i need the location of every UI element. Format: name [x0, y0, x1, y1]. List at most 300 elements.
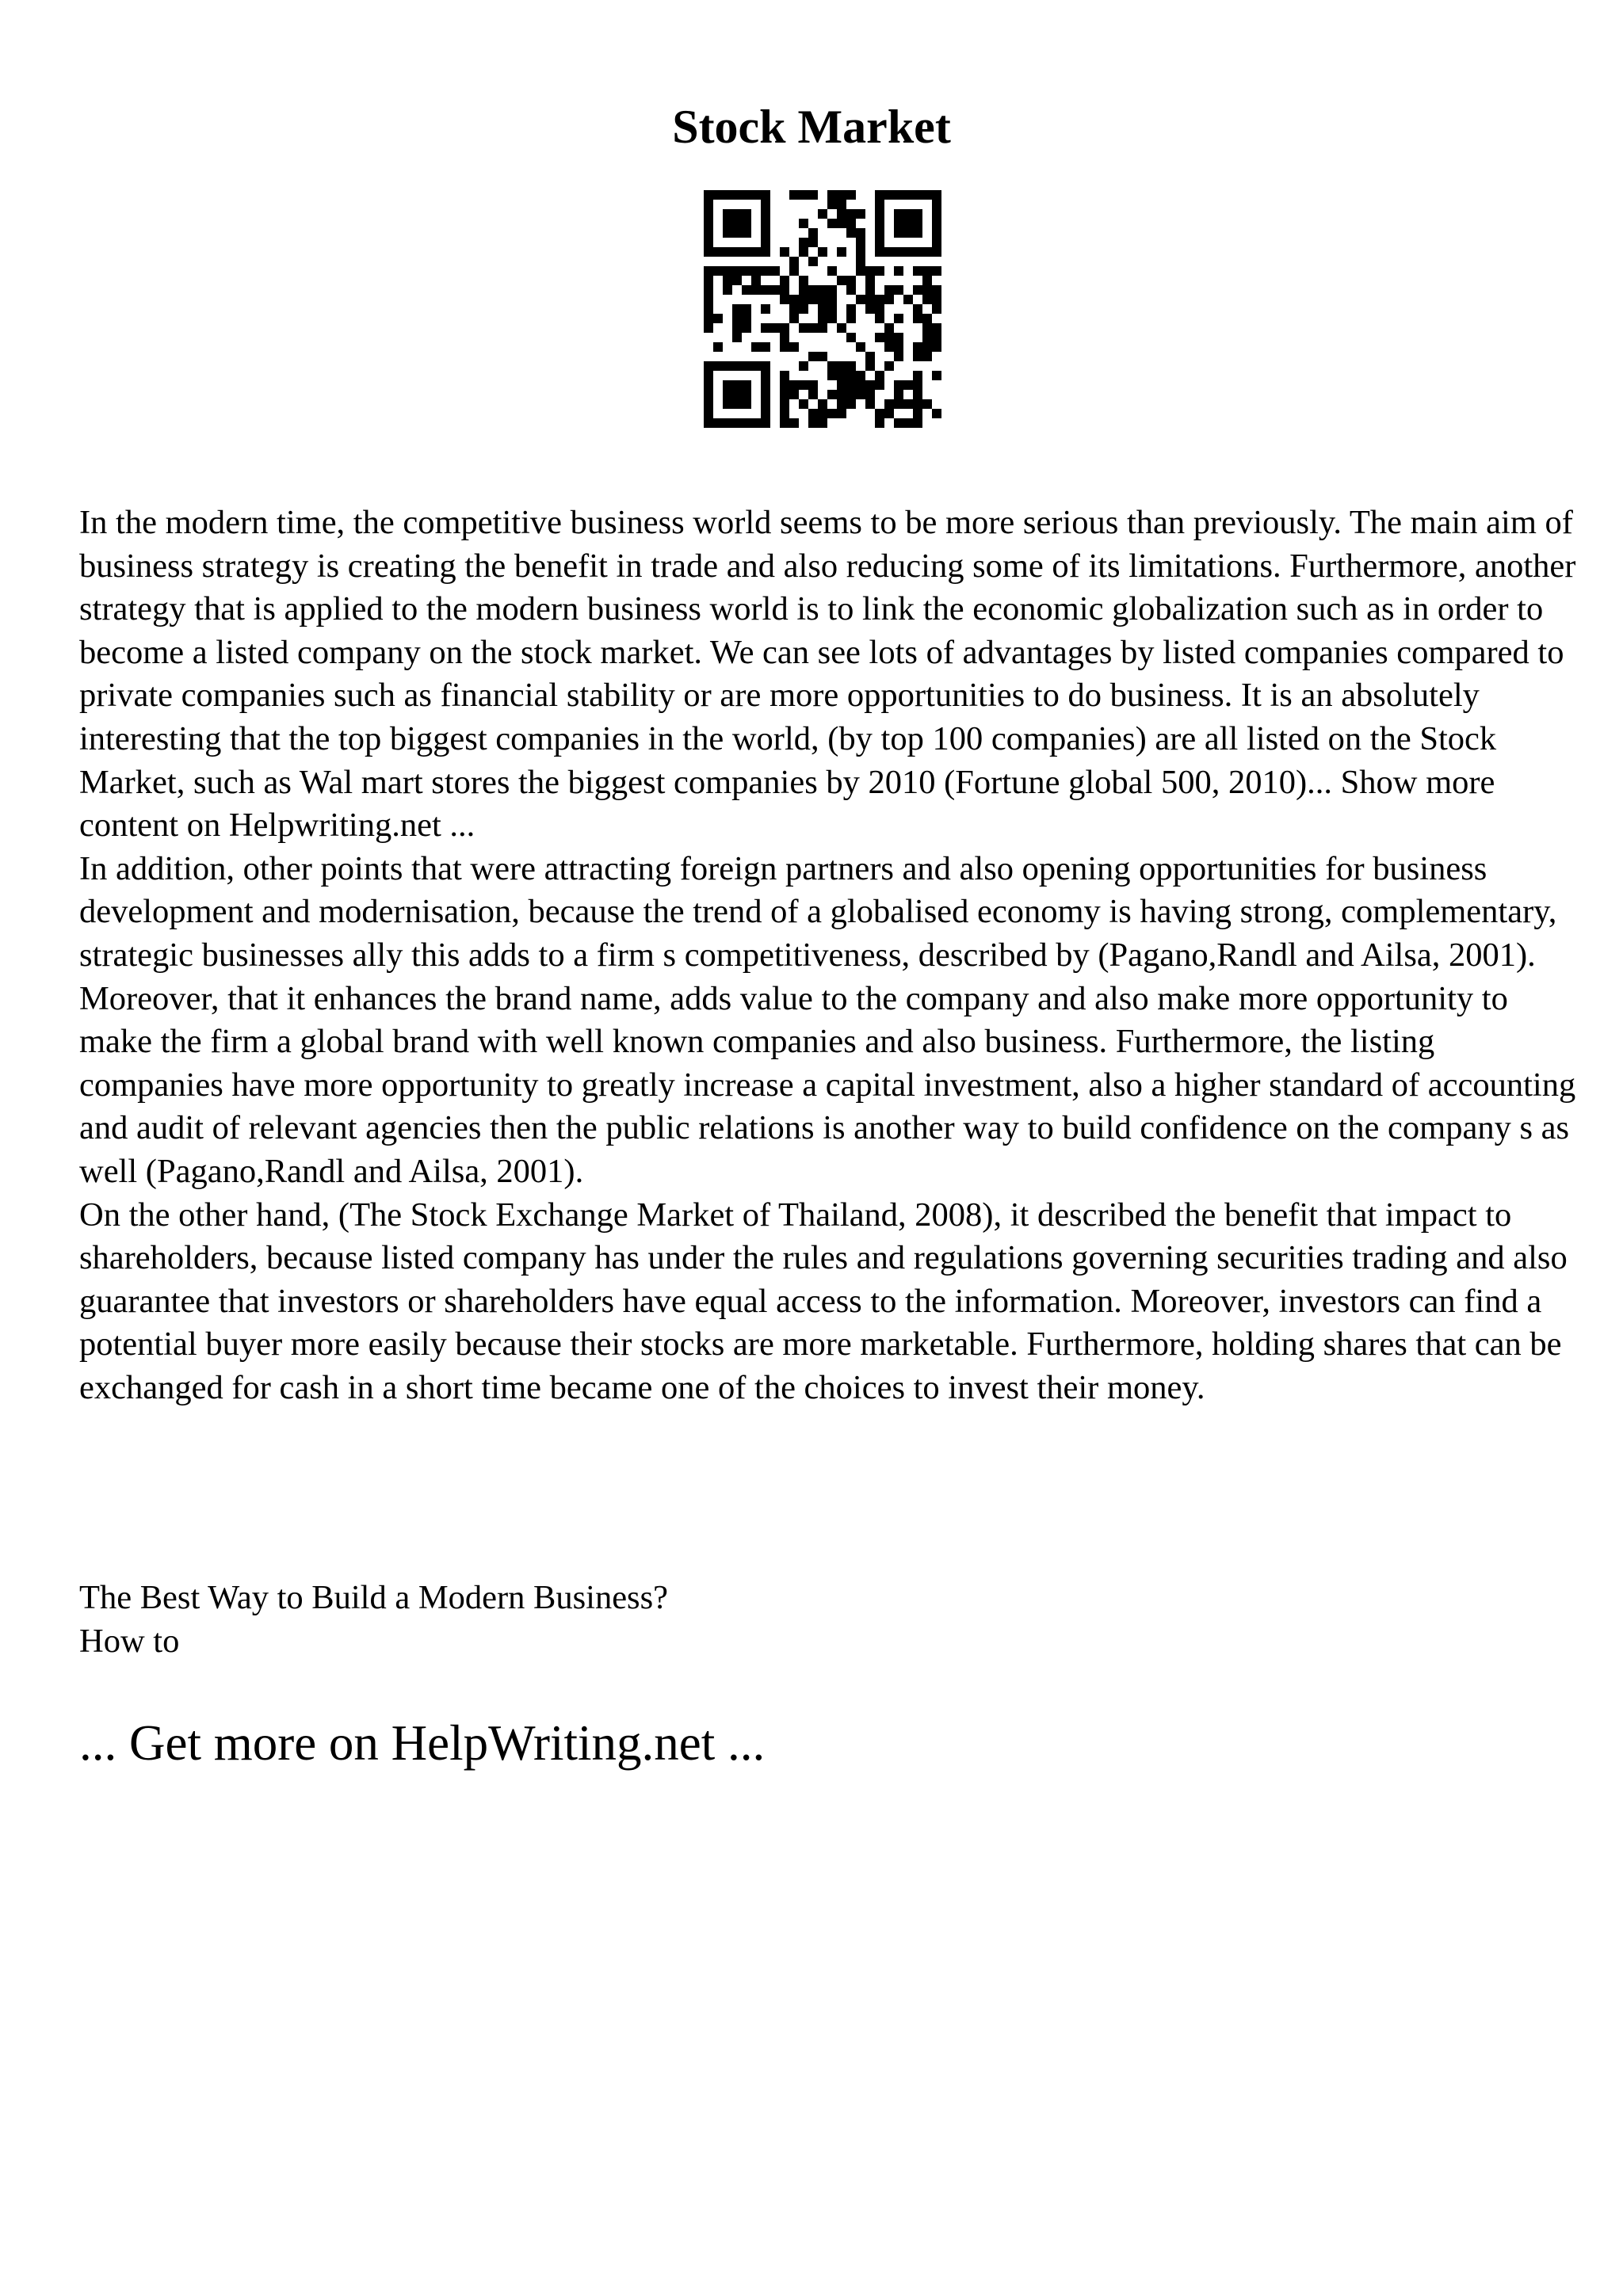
qr-module	[723, 418, 732, 428]
qr-module	[894, 190, 903, 200]
qr-module	[856, 342, 865, 352]
qr-module	[808, 295, 818, 304]
qr-module	[723, 209, 732, 219]
qr-module	[799, 304, 808, 314]
qr-module	[932, 228, 941, 238]
qr-module	[913, 399, 922, 409]
qr-module	[932, 266, 941, 276]
qr-module	[751, 276, 761, 285]
qr-module	[704, 380, 713, 390]
qr-module	[865, 361, 875, 371]
qr-module	[761, 238, 770, 247]
qr-module	[751, 285, 761, 295]
qr-module	[913, 409, 922, 418]
qr-module	[799, 295, 808, 304]
qr-module	[704, 200, 713, 209]
qr-module	[903, 209, 913, 219]
qr-module	[837, 190, 846, 200]
qr-module	[827, 295, 837, 304]
qr-module	[704, 390, 713, 399]
qr-module	[742, 266, 751, 276]
qr-module	[913, 390, 922, 399]
qr-module	[761, 371, 770, 380]
qr-module	[780, 295, 789, 304]
qr-module	[704, 266, 713, 276]
qr-module	[913, 209, 922, 219]
qr-module	[761, 247, 770, 257]
qr-module	[922, 399, 932, 409]
qr-module	[837, 323, 846, 333]
qr-module	[780, 418, 789, 428]
qr-module	[751, 247, 761, 257]
qr-module	[865, 390, 875, 399]
qr-module	[723, 399, 732, 409]
qr-module	[799, 380, 808, 390]
qr-module	[789, 190, 799, 200]
qr-module	[704, 190, 713, 200]
qr-module	[723, 228, 732, 238]
qr-module	[913, 342, 922, 352]
qr-module	[808, 390, 818, 399]
qr-module	[780, 371, 789, 380]
qr-module	[827, 371, 837, 380]
qr-module	[742, 380, 751, 390]
qr-module	[761, 342, 770, 352]
qr-module	[894, 418, 903, 428]
qr-module	[846, 314, 856, 323]
qr-module	[865, 295, 875, 304]
qr-module	[837, 219, 846, 228]
qr-module	[761, 190, 770, 200]
qr-module	[875, 371, 884, 380]
qr-module	[723, 285, 732, 295]
qr-module	[799, 190, 808, 200]
qr-module	[761, 219, 770, 228]
qr-module	[913, 380, 922, 390]
qr-module	[856, 371, 865, 380]
qr-module	[742, 209, 751, 219]
qr-module	[837, 200, 846, 209]
qr-module	[846, 333, 856, 342]
qr-module	[761, 380, 770, 390]
qr-module	[818, 295, 827, 304]
qr-module	[903, 247, 913, 257]
qr-module	[913, 219, 922, 228]
qr-module	[818, 352, 827, 361]
qr-module	[894, 342, 903, 352]
qr-module	[751, 342, 761, 352]
qr-module	[770, 285, 780, 295]
qr-module	[932, 304, 941, 314]
qr-module	[846, 399, 856, 409]
qr-module	[846, 361, 856, 371]
qr-module	[846, 285, 856, 295]
qr-module	[723, 276, 732, 285]
qr-module	[894, 266, 903, 276]
qr-module	[913, 247, 922, 257]
qr-module	[827, 304, 837, 314]
qr-module	[903, 380, 913, 390]
qr-module	[932, 247, 941, 257]
qr-module	[723, 266, 732, 276]
qr-module	[875, 200, 884, 209]
qr-module	[856, 228, 865, 238]
qr-module	[894, 209, 903, 219]
qr-module	[846, 219, 856, 228]
qr-module	[704, 285, 713, 295]
qr-module	[713, 247, 723, 257]
qr-module	[761, 304, 770, 314]
qr-module	[884, 323, 894, 333]
qr-module	[808, 323, 818, 333]
qr-module	[932, 190, 941, 200]
qr-module	[837, 209, 846, 219]
qr-module	[875, 238, 884, 247]
qr-module	[723, 190, 732, 200]
qr-module	[799, 285, 808, 295]
qr-module	[789, 342, 799, 352]
qr-module	[704, 238, 713, 247]
qr-module	[780, 342, 789, 352]
qr-module	[846, 209, 856, 219]
qr-module	[761, 228, 770, 238]
qr-module	[704, 314, 713, 323]
qr-module	[865, 352, 875, 361]
qr-module	[875, 314, 884, 323]
qr-module	[751, 190, 761, 200]
qr-module	[732, 399, 742, 409]
qr-module	[856, 266, 865, 276]
qr-module	[732, 380, 742, 390]
qr-module	[884, 295, 894, 304]
qr-module	[922, 295, 932, 304]
qr-module	[780, 333, 789, 342]
qr-module	[913, 285, 922, 295]
qr-module	[932, 285, 941, 295]
qr-module	[913, 371, 922, 380]
qr-module	[875, 333, 884, 342]
qr-module	[922, 314, 932, 323]
qr-module	[723, 361, 732, 371]
qr-module	[827, 361, 837, 371]
qr-module	[856, 209, 865, 219]
qr-module	[856, 295, 865, 304]
qr-module	[922, 342, 932, 352]
qr-module	[875, 380, 884, 390]
qr-module	[770, 266, 780, 276]
qr-module	[799, 323, 808, 333]
qr-module	[780, 247, 789, 257]
qr-module	[922, 323, 932, 333]
qr-module	[932, 295, 941, 304]
qr-module	[827, 285, 837, 295]
qr-module	[837, 390, 846, 399]
qr-module	[704, 219, 713, 228]
trailing-text	[79, 1577, 1585, 1663]
qr-module	[808, 409, 818, 418]
qr-module	[723, 219, 732, 228]
qr-module	[818, 314, 827, 323]
qr-module	[704, 247, 713, 257]
qr-module	[894, 285, 903, 295]
article-body	[79, 502, 1585, 1409]
qr-module	[846, 276, 856, 285]
qr-module	[799, 238, 808, 247]
qr-module	[903, 190, 913, 200]
qr-module	[732, 228, 742, 238]
qr-module	[751, 418, 761, 428]
qr-module	[903, 228, 913, 238]
qr-module	[742, 314, 751, 323]
qr-module	[732, 304, 742, 314]
qr-module	[742, 285, 751, 295]
qr-module	[884, 285, 894, 295]
qr-module	[742, 228, 751, 238]
qr-module	[827, 190, 837, 200]
qr-module	[875, 190, 884, 200]
qr-module	[865, 380, 875, 390]
qr-module	[799, 361, 808, 371]
qr-module	[856, 238, 865, 247]
qr-module	[742, 399, 751, 409]
qr-module	[922, 247, 932, 257]
qr-module	[837, 399, 846, 409]
qr-module	[856, 390, 865, 399]
qr-module	[922, 266, 932, 276]
qr-module	[846, 371, 856, 380]
qr-module	[913, 304, 922, 314]
qr-module	[818, 285, 827, 295]
qr-module	[932, 238, 941, 247]
qr-module	[884, 333, 894, 342]
qr-module	[780, 390, 789, 399]
qr-module	[704, 418, 713, 428]
qr-module	[865, 276, 875, 285]
qr-module	[818, 209, 827, 219]
qr-module	[713, 342, 723, 352]
qr-module	[742, 361, 751, 371]
qr-module	[922, 190, 932, 200]
qr-module	[732, 209, 742, 219]
qr-module	[761, 409, 770, 418]
qr-module	[837, 247, 846, 257]
get-more-link[interactable]: ... Get more on HelpWriting.net ...	[79, 1715, 766, 1771]
qr-module	[875, 266, 884, 276]
qr-module	[884, 361, 894, 371]
qr-module	[932, 209, 941, 219]
qr-module	[789, 257, 799, 266]
qr-module	[884, 247, 894, 257]
qr-module	[875, 304, 884, 314]
qr-module	[846, 228, 856, 238]
qr-module	[922, 285, 932, 295]
qr-module	[884, 342, 894, 352]
qr-module	[875, 247, 884, 257]
qr-module	[761, 390, 770, 399]
qr-module	[884, 399, 894, 409]
qr-module	[742, 219, 751, 228]
qr-module	[894, 228, 903, 238]
qr-module	[808, 228, 818, 238]
qr-module	[818, 304, 827, 314]
qr-module	[780, 285, 789, 295]
qr-module	[922, 333, 932, 342]
qr-module	[827, 314, 837, 323]
trailing-line: How to	[79, 1622, 180, 1660]
qr-module	[761, 266, 770, 276]
qr-module	[856, 380, 865, 390]
qr-module	[761, 418, 770, 428]
qr-module	[742, 247, 751, 257]
qr-module	[808, 257, 818, 266]
qr-module	[751, 266, 761, 276]
qr-module	[827, 390, 837, 399]
qr-module	[827, 219, 837, 228]
qr-module	[799, 219, 808, 228]
qr-module	[732, 390, 742, 399]
qr-module	[837, 276, 846, 285]
qr-module	[723, 247, 732, 257]
qr-module	[780, 409, 789, 418]
qr-module	[894, 219, 903, 228]
paragraph: On the other hand, (The Stock Exchange Market of Thailand, 2008), it described the benefit that impact to shareholders, because listed company has under the rules and regulations governing securities trading and also guarantee that investors or shareholders have equal access to the information. Moreover, investors can find a potential buyer more easily because their stocks are more marketable. Furthermore, holding shares that can be exchanged for cash in a short time became one of the choices to invest their money.	[79, 1196, 1568, 1406]
qr-module	[913, 228, 922, 238]
qr-module	[732, 418, 742, 428]
qr-module	[799, 399, 808, 409]
qr-module	[894, 247, 903, 257]
qr-module	[742, 390, 751, 399]
qr-module	[808, 238, 818, 247]
qr-module	[894, 352, 903, 361]
qr-module	[732, 266, 742, 276]
qr-module	[865, 266, 875, 276]
document-title: Stock Market	[672, 101, 951, 153]
qr-module	[932, 200, 941, 209]
paragraph: In addition, other points that were attracting foreign partners and also opening opportunities for business development and modernisation, because the trend of a globalised economy is having strong, complementary, strategic businesses ally this adds to a firm s competitiveness, described by (Pagano,Randl and Ailsa, 2001).	[79, 849, 1557, 974]
qr-module	[913, 190, 922, 200]
qr-module	[761, 399, 770, 409]
qr-module	[808, 352, 818, 361]
qr-module	[732, 219, 742, 228]
qr-module	[780, 399, 789, 409]
qr-module	[761, 323, 770, 333]
qr-module	[827, 200, 837, 209]
qr-module	[846, 190, 856, 200]
qr-module	[846, 390, 856, 399]
qr-module	[713, 418, 723, 428]
qr-module	[789, 304, 799, 314]
qr-module	[903, 295, 913, 304]
qr-module	[903, 418, 913, 428]
qr-module	[808, 190, 818, 200]
qr-module	[704, 276, 713, 285]
qr-module	[732, 276, 742, 285]
qr-module	[723, 380, 732, 390]
qr-module	[761, 285, 770, 295]
qr-module	[875, 295, 884, 304]
qr-module	[713, 314, 723, 323]
qr-module	[732, 333, 742, 342]
qr-module	[761, 209, 770, 219]
paragraph: Moreover, that it enhances the brand name, adds value to the company and also make more opportunity to make the firm a global brand with well known companies and also business. Furthermore, the listing companies have more opportunity to greatly increase a capital investment, also a higher standard of accounting and audit of relevant agencies then the public relations is another way to build confidence on the company s as well (Pagano,Randl and Ailsa, 2001).	[79, 979, 1576, 1190]
qr-module	[789, 314, 799, 323]
qr-module	[894, 399, 903, 409]
qr-code-icon	[704, 190, 941, 428]
qr-module	[704, 295, 713, 304]
qr-module	[789, 266, 799, 276]
qr-module	[922, 352, 932, 361]
qr-module	[865, 304, 875, 314]
qr-module	[894, 333, 903, 342]
qr-module	[922, 276, 932, 285]
qr-module	[742, 304, 751, 314]
qr-module	[837, 361, 846, 371]
qr-module	[846, 304, 856, 314]
qr-module	[761, 200, 770, 209]
qr-module	[818, 323, 827, 333]
qr-module	[827, 266, 837, 276]
qr-module	[875, 219, 884, 228]
qr-module	[894, 314, 903, 323]
qr-module	[913, 352, 922, 361]
qr-module	[780, 380, 789, 390]
qr-module	[875, 418, 884, 428]
qr-module	[761, 361, 770, 371]
qr-module	[808, 380, 818, 390]
qr-module	[732, 314, 742, 323]
qr-module	[903, 219, 913, 228]
qr-module	[704, 371, 713, 380]
qr-module	[704, 209, 713, 219]
qr-module	[932, 371, 941, 380]
qr-module	[837, 409, 846, 418]
qr-module	[732, 323, 742, 333]
qr-module	[808, 285, 818, 295]
qr-module	[837, 371, 846, 380]
qr-module	[932, 219, 941, 228]
qr-module	[818, 247, 827, 257]
qr-module	[932, 409, 941, 418]
qr-module	[789, 295, 799, 304]
qr-module	[884, 190, 894, 200]
qr-module	[704, 399, 713, 409]
qr-module	[932, 323, 941, 333]
qr-module	[865, 285, 875, 295]
qr-module	[865, 399, 875, 409]
qr-module	[913, 418, 922, 428]
qr-module	[903, 399, 913, 409]
qr-module	[713, 266, 723, 276]
qr-module	[818, 399, 827, 409]
trailing-line: The Best Way to Build a Modern Business?	[79, 1579, 669, 1616]
qr-module	[789, 390, 799, 399]
qr-module	[789, 418, 799, 428]
qr-module	[818, 409, 827, 418]
qr-module	[751, 361, 761, 371]
qr-module	[704, 409, 713, 418]
qr-module	[808, 418, 818, 428]
qr-module	[894, 380, 903, 390]
qr-module	[799, 276, 808, 285]
qr-module	[875, 228, 884, 238]
qr-module	[827, 409, 837, 418]
qr-module	[818, 418, 827, 428]
qr-module	[856, 257, 865, 266]
qr-module	[789, 380, 799, 390]
qr-module	[732, 361, 742, 371]
paragraph: In the modern time, the competitive business world seems to be more serious than previously. The main aim of business strategy is creating the benefit in trade and also reducing some of its limitations. Furthermore, another strategy that is applied to the modern business world is to link the economic globalization such as in order to become a listed company on the stock market. We can see lots of advantages by listed companies compared to private companies such as financial stability or are more opportunities to do business. It is an absolutely interesting that the top biggest companies in the world, (by top 100 companies) are all listed on the Stock Market, such as Wal mart stores the biggest companies by 2010 (Fortune global 500, 2010)... Show more content on Helpwriting.net ...	[79, 504, 1576, 845]
qr-module	[799, 247, 808, 257]
